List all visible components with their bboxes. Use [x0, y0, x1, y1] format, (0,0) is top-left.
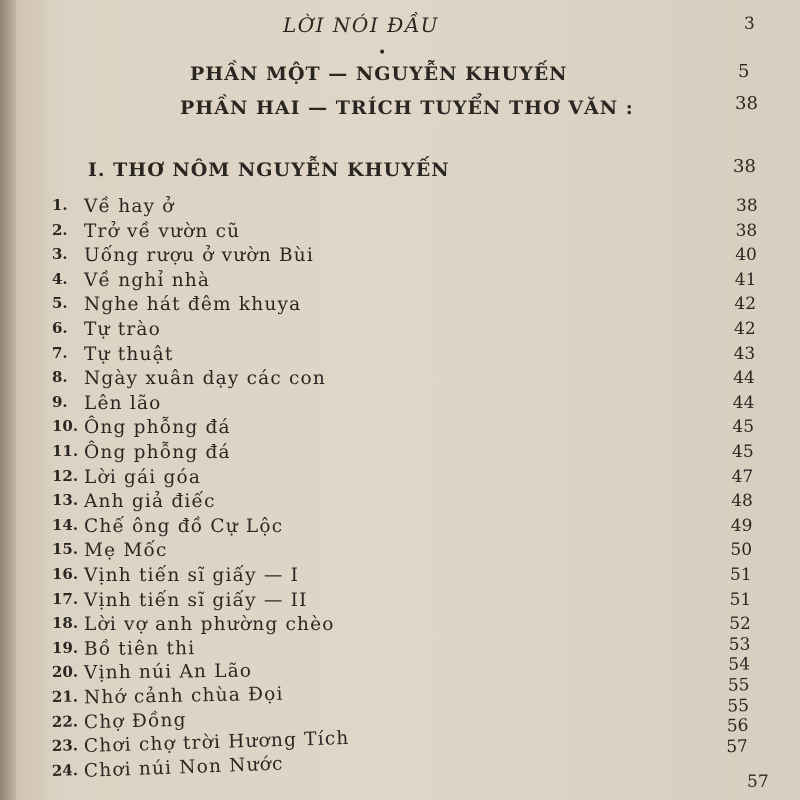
toc-entry-number: 18.	[52, 614, 79, 633]
toc-entry	[52, 245, 772, 269]
toc-entry-page-number: 52	[729, 614, 751, 635]
toc-entry-title: Vịnh tiến sĩ giấy — I	[84, 565, 300, 586]
toc-entry-number: 14.	[52, 515, 79, 534]
toc-entry-title: Chơi núi Non Nước	[83, 753, 284, 782]
toc-entry	[52, 319, 772, 343]
toc-entry-number: 22.	[51, 711, 79, 731]
toc-entry-number: 15.	[52, 540, 79, 559]
toc-entry-title: Nghe hát đêm khuya	[84, 294, 302, 316]
toc-entry-number: 4.	[52, 269, 68, 288]
toc-entry-page-number: 43	[733, 343, 756, 364]
toc-entry-number: 9.	[52, 392, 68, 411]
toc-entry	[52, 294, 772, 318]
toc-entry-page-number: 55	[727, 675, 750, 696]
toc-entry-number: 7.	[52, 343, 68, 362]
toc-entry-page-number: 48	[731, 491, 753, 512]
toc-entry-title: Vịnh tiến sĩ giấy — II	[84, 589, 308, 611]
toc-entry-title: Vịnh núi An Lão	[83, 660, 253, 684]
toc-entry-number: 23.	[51, 736, 79, 756]
toc-entry-title: Nhớ cảnh chùa Đọi	[83, 683, 284, 709]
toc-entry-title: Lời vợ anh phường chèo	[84, 614, 335, 636]
toc-entry	[52, 417, 772, 441]
toc-entry-title: Chơi chợ trời Hương Tích	[83, 728, 350, 758]
part-two-page-number: 38	[735, 93, 758, 114]
toc-entry-title: Về hay ở	[84, 196, 175, 217]
toc-entry-number: 3.	[52, 245, 68, 264]
toc-entry-number: 6.	[52, 319, 68, 337]
part-one-heading: PHẦN MỘT — NGUYỄN KHUYẾN	[190, 63, 568, 85]
toc-entry-title: Ngày xuân dạy các con	[84, 368, 327, 390]
toc-entry-title: Chế ông đồ Cự Lộc	[84, 515, 284, 537]
separator-dot: •	[378, 45, 387, 61]
toc-entry-number: 16.	[52, 565, 79, 583]
toc-entry-title: Bồ tiên thi	[83, 637, 196, 660]
toc-entry-number: 24.	[51, 760, 79, 780]
toc-entry-number: 10.	[52, 417, 79, 436]
toc-entry	[52, 565, 772, 589]
toc-entry-page-number: 51	[730, 565, 752, 585]
toc-entry-title: Về nghỉ nhà	[84, 269, 211, 291]
toc-entry-number: 12.	[52, 466, 79, 485]
toc-entry-title: Ông phỗng đá	[84, 417, 231, 439]
toc-entry-page-number: 57	[725, 736, 749, 758]
toc-entry-title: Lên lão	[84, 392, 162, 414]
toc-entry-page-number: 40	[735, 245, 757, 266]
toc-entry-title: Mẹ Mốc	[84, 540, 168, 562]
toc-entry	[52, 467, 772, 491]
toc-entry-page-number: 42	[734, 294, 757, 315]
toc-entry	[52, 393, 772, 417]
extra-page-number: 57	[747, 772, 769, 792]
toc-entry-number: 21.	[51, 687, 79, 706]
toc-entry-number: 8.	[52, 368, 68, 387]
toc-entry-title: Ông phỗng đá	[84, 442, 231, 463]
toc-entry	[52, 221, 772, 245]
part-two-heading: PHẦN HAI — TRÍCH TUYỂN THƠ VĂN :	[180, 97, 634, 119]
toc-entry-page-number: 55	[727, 695, 750, 717]
toc-entry-page-number: 44	[733, 368, 755, 389]
toc-entry-page-number: 49	[730, 515, 753, 536]
toc-entry-title: Lời gái góa	[84, 466, 202, 488]
toc-entry-title: Tự trào	[84, 319, 161, 340]
toc-entry	[52, 516, 772, 540]
toc-entry	[52, 270, 772, 294]
toc-entry-number: 5.	[52, 294, 68, 313]
toc-entry-number: 13.	[52, 491, 79, 510]
toc-entry-page-number: 44	[732, 392, 755, 413]
toc-entry-page-number: 38	[736, 196, 758, 216]
toc-entry-page-number: 51	[729, 589, 752, 610]
toc-entry	[52, 590, 772, 614]
toc-entry	[52, 196, 772, 220]
toc-entry-number: 19.	[51, 638, 79, 657]
toc-entry-page-number: 45	[732, 442, 754, 462]
toc-entry-number: 11.	[52, 442, 79, 460]
toc-entry-number: 17.	[52, 589, 79, 608]
toc-entry-number: 2.	[52, 220, 68, 239]
toc-entry	[52, 442, 772, 466]
toc-entry-page-number: 53	[728, 634, 751, 655]
toc-entry	[52, 368, 772, 392]
section-one-page-number: 38	[733, 156, 756, 177]
toc-entry-number: 1.	[52, 196, 68, 214]
toc-entry-page-number: 50	[730, 540, 753, 561]
toc-entry-page-number: 41	[734, 269, 757, 290]
toc-entry-page-number: 56	[726, 715, 749, 737]
intro-heading: LỜI NÓI ĐẦU	[283, 13, 440, 37]
toc-entry-title: Chợ Đồng	[83, 709, 187, 733]
toc-entry-number: 20.	[51, 663, 79, 682]
toc-entry-page-number: 47	[731, 466, 754, 487]
toc-entry-page-number: 45	[732, 417, 755, 438]
toc-entry-title: Tự thuật	[84, 343, 174, 365]
section-one-heading: I. THƠ NÔM NGUYỄN KHUYẾN	[88, 159, 450, 181]
part-one-page-number: 5	[738, 61, 750, 82]
toc-entry-page-number: 42	[734, 319, 756, 339]
toc-entry-title: Uống rượu ở vườn Bùi	[84, 245, 314, 267]
intro-page-number: 3	[744, 14, 755, 34]
toc-entry	[52, 344, 772, 368]
toc-entry-page-number: 54	[728, 654, 751, 676]
toc-entry-title: Trở về vườn cũ	[84, 220, 241, 242]
toc-entry	[52, 491, 772, 515]
toc-entry-title: Anh giả điếc	[84, 491, 216, 513]
toc-entry-page-number: 38	[735, 220, 758, 241]
toc-entry	[52, 540, 772, 564]
